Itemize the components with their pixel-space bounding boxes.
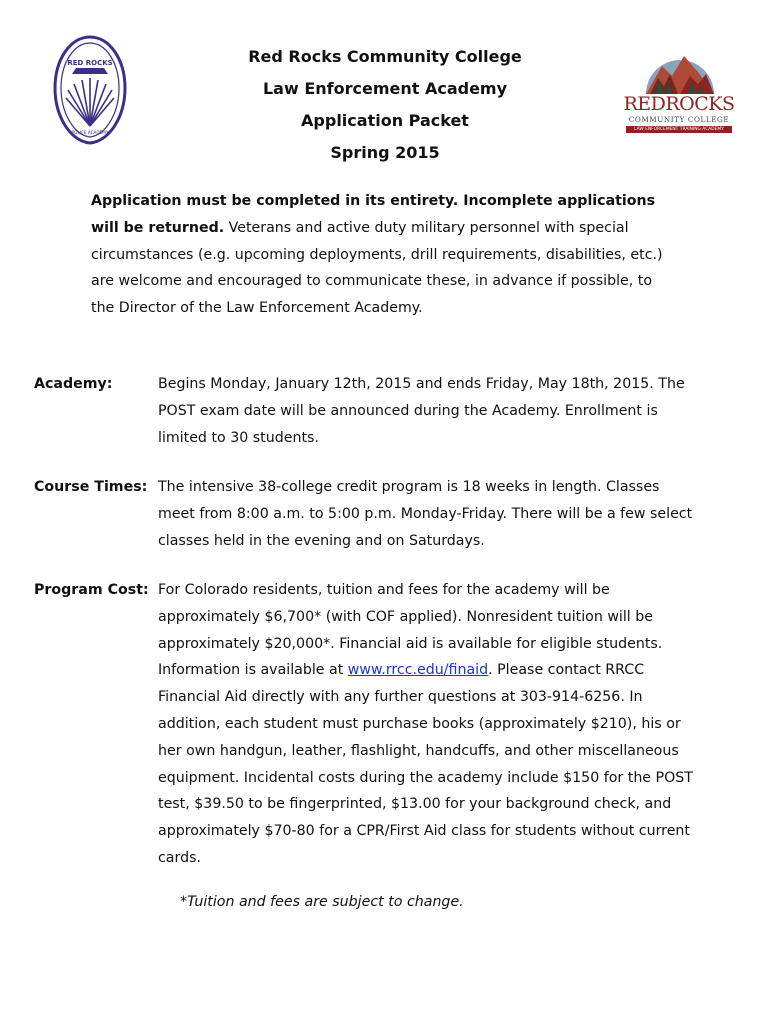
tuition-footnote: *Tuition and fees are subject to change. [180, 894, 464, 910]
mountain-icon [640, 36, 720, 96]
program-cost-text-2: . Please contact RRCC Financial Aid directly with any further questions at 303-914-6256. In addition, each student must purchase books (approximately $210), his or her own handgun, leather, flashlight, handcuffs, and other miscellaneous equipment. Incidental costs during the academy include $150 for the POST test, $39.50 to be fingerprinted, $13.00 for your background check, and approximately $70-80 for a CPR/First Aid class for students without current cards. [158, 662, 693, 866]
document-header [180, 44, 590, 172]
police-badge-logo [52, 34, 128, 146]
program-cost-text-1: For Colorado residents, tuition and fees for the academy will be approximately $6,700* (with COF applied). Nonresident tuition will be approximately $20,000*. Financial aid is available for eligible students. Information is available at [158, 582, 663, 679]
logo-academy-bar: LAW ENFORCEMENT TRAINING ACADEMY [626, 126, 732, 133]
badge-top-text: RED ROCKS [67, 59, 113, 67]
intro-warning: Application must be completed in its entirety. Incomplete applications will be returned. [91, 193, 656, 236]
course-times-label: Course Times: [34, 479, 148, 495]
logo-subtitle: COMMUNITY COLLEGE [628, 115, 730, 124]
course-times-text: The intensive 38-college credit program is 18 weeks in length. Classes meet from 8:00 a.m. to 5:00 p.m. Monday-Friday. There will be a few select classes held in the evening and on Saturdays. [158, 479, 693, 549]
intro-paragraph [91, 188, 671, 322]
college-name: Red Rocks Community College [248, 47, 522, 66]
intro-text: Veterans and active duty military personnel with special circumstances (e.g. upcoming deployments, drill requirements, disabilities, etc.) are welcome and encouraged to communicate these, in advance if possible, to the Director of the Law Enforcement Academy. [91, 219, 663, 317]
term: Spring 2015 [330, 143, 440, 162]
academy-label: Academy: [34, 376, 113, 392]
academy-name: Law Enforcement Academy [262, 79, 508, 98]
program-cost-text [158, 577, 698, 872]
badge-bottom-text: POLICE ACADEMY [71, 130, 109, 135]
red-rocks-logo [620, 36, 738, 136]
academy-text: Begins Monday, January 12th, 2015 and ends Friday, May 18th, 2015. The POST exam date will be announced during the Academy. Enrollment is limited to 30 students. [158, 376, 685, 446]
program-cost-label: Program Cost: [34, 582, 149, 598]
logo-college-name: REDROCKS [623, 93, 735, 115]
finaid-link[interactable]: www.rrcc.edu/finaid [347, 662, 489, 679]
packet-title: Application Packet [301, 111, 469, 130]
